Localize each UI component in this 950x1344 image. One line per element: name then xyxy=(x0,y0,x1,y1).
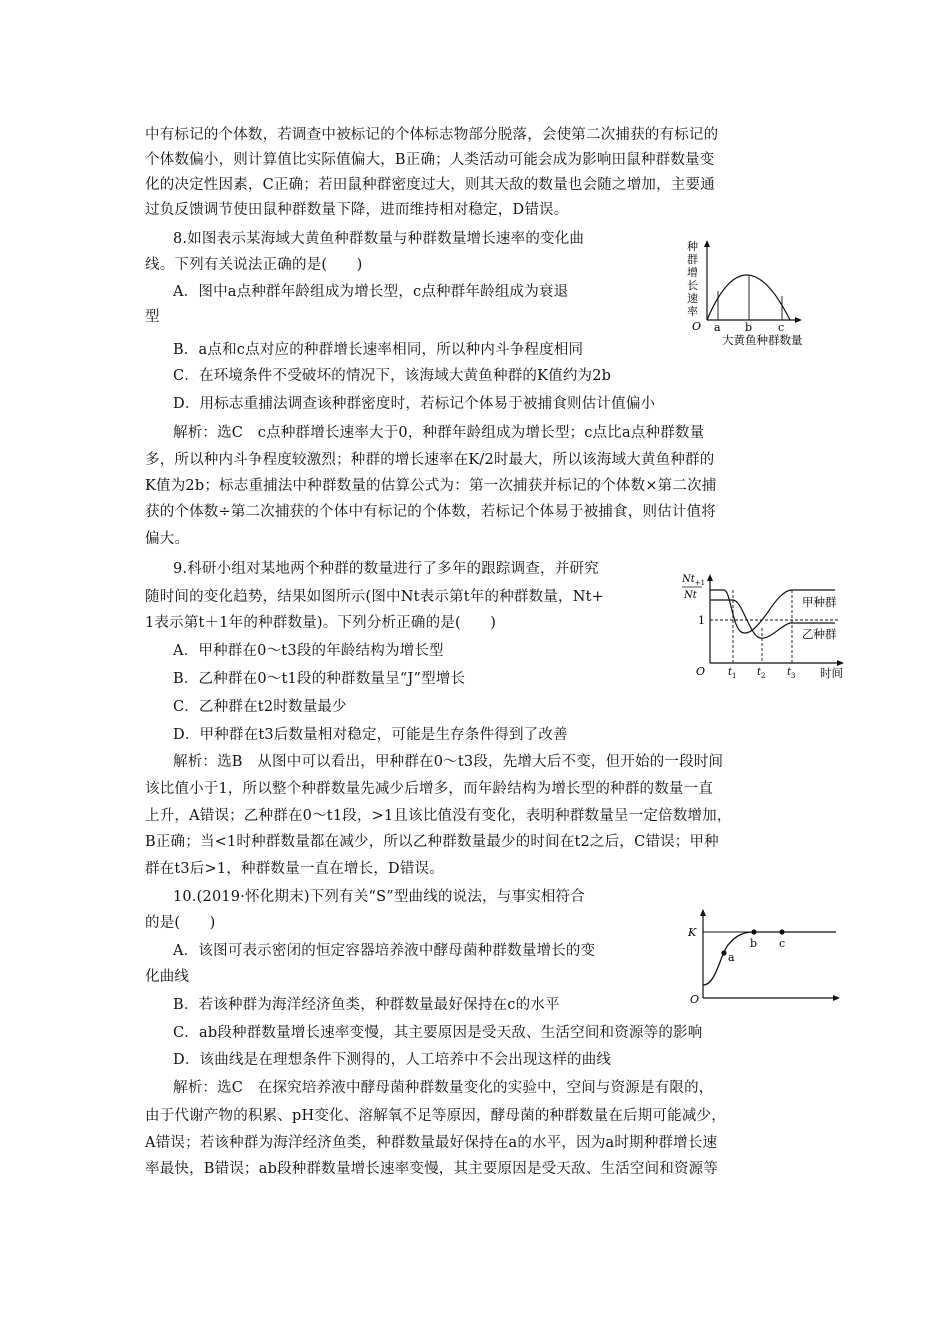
fig9-xtick-t1: $t_1$ xyxy=(728,667,737,680)
fig10-label-b: b xyxy=(750,937,758,950)
q10-options-line: B．若该种群为海洋经济鱼类，种群数量最好保持在c的水平 xyxy=(173,997,560,1013)
p0-line: 化的决定性因素，C正确；若田鼠种群密度过大，则其天敌的数量也会随之增加，主要通 xyxy=(145,177,715,193)
p0-line: 中有标记的个体数，若调查中被标记的个体标志物部分脱落，会使第二次捕获的有标记的 xyxy=(145,127,719,143)
fig8-xlabel: 大黄鱼种群数量 xyxy=(722,333,803,346)
fig8-ylabel-char-2: 群 xyxy=(687,253,698,266)
fig9-xtick-t2: $t_2$ xyxy=(757,667,766,680)
figure-q10-s-curve xyxy=(686,905,846,1005)
q10-options-line: C．ab段种群数量增长速率变慢，其主要原因是受天敌、生活空间和资源等的影响 xyxy=(173,1025,703,1041)
q10-analysis-line: 解析：选C 在探究培养液中酵母菌种群数量变化的实验中，空间与资源是有限的， xyxy=(173,1080,714,1096)
fig9-xlabel: 时间 xyxy=(820,666,843,680)
q9-stem-line: 随时间的变化趋势，结果如图所示(图中Nt表示第t年的种群数量，Nt+ xyxy=(145,589,604,605)
q9-stem-line: 9.科研小组对某地两个种群的数量进行了多年的跟踪调查，并研究 xyxy=(173,561,599,577)
figure-q8-growth-rate-curve xyxy=(680,238,840,346)
q10-stem-line: 的是( ) xyxy=(145,915,216,931)
q10-options-line: 化曲线 xyxy=(145,969,190,985)
fig8-ylabel-char-3: 增 xyxy=(687,266,698,279)
q10-analysis-line: 由于代谢产物的积累、pH变化、溶解氧不足等原因，酵母菌的种群数量在后期可能减少， xyxy=(145,1108,726,1124)
fig8-ylabel-char-4: 长 xyxy=(687,279,698,292)
fig8-ylabel-char-6: 率 xyxy=(687,305,698,318)
fig9-series-jia-label: 甲种群 xyxy=(802,595,837,609)
fig8-tick-c: c xyxy=(778,321,785,334)
fig8-tick-b: b xyxy=(745,321,753,334)
q8-analysis-line: K值为2b；标志重捕法中种群数量的估算公式为：第一次捕获并标记的个体数×第二次捕 xyxy=(145,478,717,494)
q8-options-line: C．在环境条件不受破坏的情况下，该海域大黄鱼种群的K值约为2b xyxy=(173,368,612,384)
q8-analysis-line: 获的个体数÷第二次捕获的个体中有标记的个体数，若标记个体易于被捕食，则估计值将 xyxy=(145,504,716,520)
q10-analysis-line: 率最快，B错误；ab段种群数量增长速率变慢，其主要原因是受天敌、生活空间和资源等 xyxy=(145,1161,719,1177)
s-curve xyxy=(703,932,836,985)
q9-options-line: D．甲种群在t3后数量相对稳定，可能是生存条件得到了改善 xyxy=(173,727,568,743)
fig8-ylabel-char-5: 速 xyxy=(687,292,698,305)
q8-analysis-line: 多，所以种内斗争程度较激烈；种群的增长速率在K/2时最大，所以该海域大黄鱼种群的 xyxy=(145,452,715,468)
q9-analysis-line: 解析：选B 从图中可以看出，甲种群在0～t3段，先增大后不变，但开始的一段时间 xyxy=(173,754,724,770)
q8-options-line: D．用标志重捕法调查该种群密度时，若标记个体易于被捕食则估计值偏小 xyxy=(173,396,656,412)
fig10-label-c: c xyxy=(779,937,786,950)
growth-rate-curve xyxy=(707,275,790,320)
fig10-origin: O xyxy=(690,993,700,1005)
fig9-ytick-1: 1 xyxy=(698,614,705,627)
q8-analysis-line: 解析：选C c点种群增长速率大于0，种群年龄组成为增长型；c点比a点种群数量 xyxy=(173,425,705,441)
fig10-ylabel-k: K xyxy=(688,926,697,939)
point-c xyxy=(779,929,784,934)
p0-line: 个体数偏小，则计算值比实际值偏大，B正确；人类活动可能会成为影响田鼠种群数量变 xyxy=(145,152,715,168)
fig9-ylabel-bottom: Nt xyxy=(684,590,697,601)
fig9-series-yi-label: 乙种群 xyxy=(802,627,837,641)
q9-options-line: B．乙种群在0～t1段的种群数量呈“J”型增长 xyxy=(173,671,466,687)
q9-analysis-line: 群在t3后>1，种群数量一直在增长，D错误。 xyxy=(145,861,444,877)
q9-stem-line: 1表示第t＋1年的种群数量)。下列分析正确的是( ) xyxy=(145,615,497,631)
q9-options-line: A．甲种群在0～t3段的年龄结构为增长型 xyxy=(173,643,444,659)
q10-analysis-line: A错误；若该种群为海洋经济鱼类，种群数量最好保持在a的水平，因为a时期种群增长速 xyxy=(145,1135,718,1151)
fig8-ylabel-char-1: 种 xyxy=(687,240,698,253)
q9-analysis-line: 上升，A错误；乙种群在0～t1段，>1且该比值没有变化，表明种群数量呈一定倍数增加， xyxy=(145,808,732,824)
point-a xyxy=(721,950,726,955)
fig9-xtick-t3: $t_3$ xyxy=(787,667,796,680)
q8-analysis-line: 偏大。 xyxy=(145,531,190,547)
q9-analysis-line: 该比值小于1，所以整个种群数量先减少后增多，而年龄结构为增长型的种群的数量一直 xyxy=(145,781,714,797)
fig9-origin: O xyxy=(696,665,706,678)
q8-options-line: A．图中a点种群年龄组成为增长型，c点种群年龄组成为衰退 xyxy=(173,284,569,300)
q8-options-line: 型 xyxy=(145,309,160,325)
fig8-origin: O xyxy=(692,320,702,333)
q9-analysis-line: B正确；当<1时种群数量都在减少，所以乙种群数量最少的时间在t2之后，C错误；甲种 xyxy=(145,834,719,850)
q10-options-line: A．该图可表示密闭的恒定容器培养液中酵母菌种群数量增长的变 xyxy=(173,943,596,959)
q10-stem-line: 10.(2019·怀化期末)下列有关“S”型曲线的说法，与事实相符合 xyxy=(173,889,585,905)
q8-options-line: B．a点和c点对应的种群增长速率相同，所以种内斗争程度相同 xyxy=(173,342,584,358)
q8-stem-line: 线。下列有关说法正确的是( ) xyxy=(145,257,363,273)
q8-stem-line: 8.如图表示某海域大黄鱼种群数量与种群数量增长速率的变化曲 xyxy=(173,231,585,247)
fig10-label-a: a xyxy=(728,951,735,964)
figure-q9-ratio-curve xyxy=(680,568,880,686)
point-b xyxy=(751,929,756,934)
fig9-ylabel-top: $Nt_{+1}$ xyxy=(682,574,706,587)
q9-options-line: C．乙种群在t2时数量最少 xyxy=(173,699,347,715)
p0-line: 过负反馈调节使田鼠种群数量下降，进而维持相对稳定，D错误。 xyxy=(145,202,569,218)
q10-options-line: D．该曲线是在理想条件下测得的，人工培养中不会出现这样的曲线 xyxy=(173,1052,612,1068)
fig8-tick-a: a xyxy=(714,321,721,334)
